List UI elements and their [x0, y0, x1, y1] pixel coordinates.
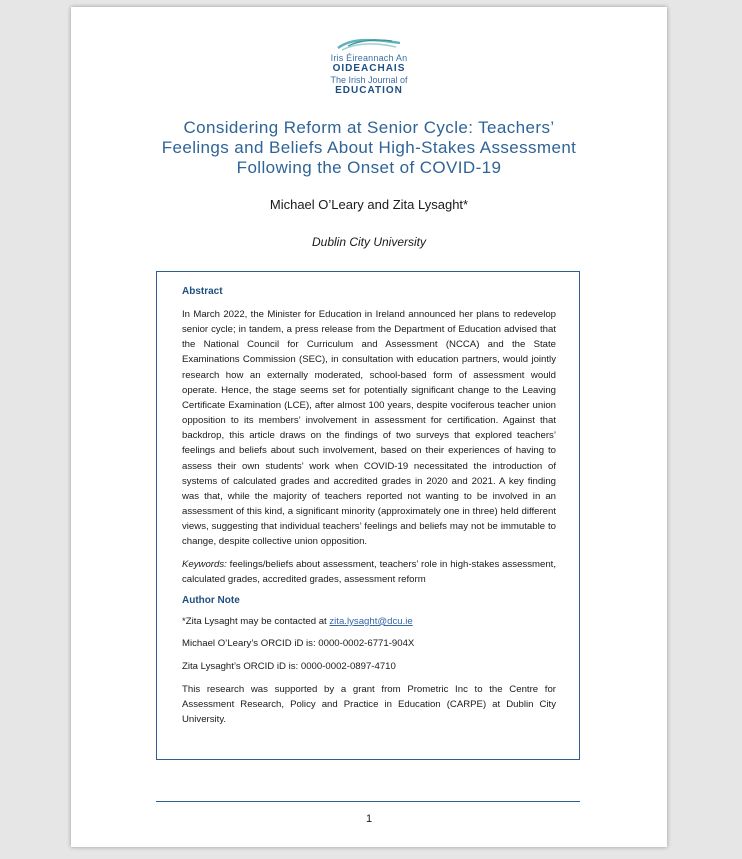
abstract-text: In March 2022, the Minister for Education in Ireland announced her plans to redevelop senior cycle; in tandem, a press release from the Department of Education advised that the National Council for Curriculum and Assessment (NCCA) and the State Examinations Commission (SEC), in consultation with education partners, would jointly research how an externally moderated, school-based form of assessment would operate. Hence, the stage seems set for potentially significant change to the Leaving Certificate Examination (LCE), after almost 100 years, despite vociferous teacher union opposition to its members’ involvement in assessment for certification. Against that backdrop, this article draws on the findings of two surveys that explored teachers’ feelings and beliefs about such involvement, based on their experiences of having to assess their own students’ work when COVID-19 necessitated the introduction of systems of calculated grades and accredited grades in 2020 and 2021. A key finding was that, while the majority of teachers reported not wanting to be involved in an assessment of this kind, a significant minority (approximately one in three) held different views, suggesting that individual teachers’ feelings and beliefs may not be immutable to change, despite collective union opposition.: [182, 309, 556, 548]
logo-line-english: The Irish Journal of: [330, 75, 408, 85]
contact-line: [182, 614, 556, 629]
keywords: [182, 557, 556, 587]
author-list: Michael O’Leary and Zita Lysaght*: [269, 197, 469, 212]
page-number: 1: [365, 813, 373, 825]
contact-prefix: *Zita Lysaght may be contacted at: [182, 615, 330, 627]
orcid-oleary: Michael O’Leary’s ORCID iD is: 0000-0002-6771-904X: [182, 638, 415, 650]
article-title: [111, 118, 627, 178]
keywords-label: Keywords:: [182, 558, 227, 570]
journal-logo: [71, 37, 667, 97]
orcid-lysaght: Zita Lysaght’s ORCID iD is: 0000-0002-0897-4710: [182, 661, 396, 673]
logo-line-education: EDUCATION: [335, 85, 403, 96]
abstract-heading: Abstract: [182, 286, 223, 297]
logo-line-irish: Iris Éireannach An: [330, 53, 408, 63]
contact-email-link[interactable]: zita.lysaght@dcu.ie: [329, 615, 413, 627]
keywords-text: feelings/beliefs about assessment, teachers’ role in high-stakes assessment, calculated grades, accredited grades, assessment reform: [182, 558, 556, 585]
logo-line-oideachais: OIDEACHAIS: [332, 63, 406, 74]
title-line: Considering Reform at Senior Cycle: Teachers’: [183, 118, 555, 137]
footer-divider: [156, 801, 580, 802]
affiliation: Dublin City University: [311, 235, 427, 249]
wave-logo-icon: [334, 37, 404, 51]
funding-note: This research was supported by a grant from Prometric Inc to the Centre for Assessment Research, Policy and Practice in Education (CARPE) at Dublin City University.: [182, 683, 556, 726]
title-line: Feelings and Beliefs About High-Stakes Assessment: [161, 138, 577, 157]
author-note-heading: Author Note: [182, 594, 240, 606]
abstract-box: [156, 271, 580, 760]
document-page: [71, 7, 667, 847]
title-line: Following the Onset of COVID-19: [236, 158, 502, 177]
